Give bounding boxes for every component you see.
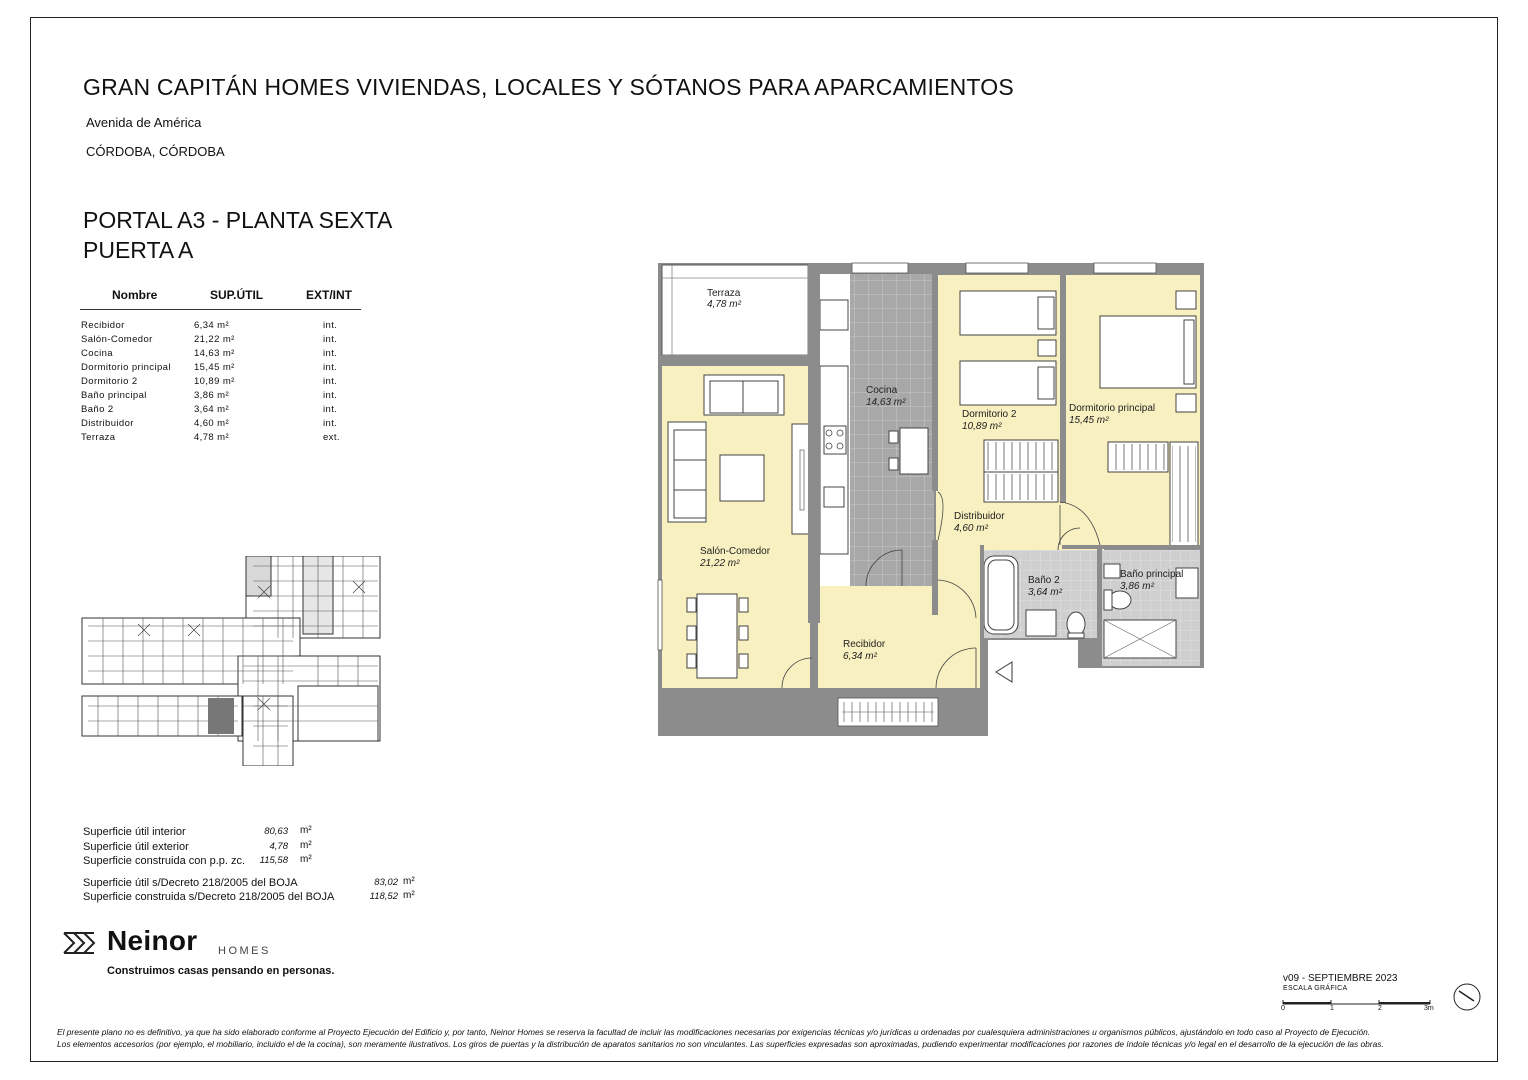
graphic-scale xyxy=(1280,994,1440,1014)
scale-tick-0: 0 xyxy=(1281,1005,1285,1012)
table-cell-name: Dormitorio 2 xyxy=(81,376,138,387)
scale-tick-2: 2 xyxy=(1378,1005,1382,1012)
table-cell-area: 3,86 m² xyxy=(194,390,230,401)
disclaimer xyxy=(57,1027,1487,1050)
summary-unit: m² xyxy=(403,876,415,887)
table-header-rule xyxy=(80,309,361,310)
table-row xyxy=(81,390,361,404)
table-cell-type: int. xyxy=(323,418,338,429)
table-cell-name: Distribuidor xyxy=(81,418,134,429)
area-distribuidor: 4,60 m² xyxy=(954,523,988,534)
summary-unit: m² xyxy=(300,825,312,836)
table-cell-area: 14,63 m² xyxy=(194,348,235,359)
summary-util-interior-label: Superficie útil interior xyxy=(83,826,186,838)
table-cell-name: Baño 2 xyxy=(81,404,114,415)
summary-util-exterior-label: Superficie útil exterior xyxy=(83,841,189,853)
table-row xyxy=(81,362,361,376)
area-terraza: 4,78 m² xyxy=(707,299,741,310)
summary-decreto-constr-value: 118,52 xyxy=(369,891,398,902)
disclaimer-line-2: Los elementos accesorios (por ejemplo, el mobiliario, incluido el de la cocina), son meramente ilustrativos. Los giros de puertas y la distribución de aparatos sanitarios no son vinculantes. Las superficies expresadas son aproximadas, pudiendo experimentar modificaciones por razones de índole técnicas y/o legal en el desarrollo de la ejecución de las obras. xyxy=(57,1038,1384,1049)
table-row xyxy=(81,418,361,432)
table-header-type: EXT/INT xyxy=(306,288,353,302)
summary-unit: m² xyxy=(300,854,312,865)
table-cell-type: ext. xyxy=(323,432,340,443)
area-cocina: 14,63 m² xyxy=(866,397,906,408)
table-row xyxy=(81,348,361,362)
table-cell-name: Recibidor xyxy=(81,320,125,331)
table-cell-area: 15,45 m² xyxy=(194,362,235,373)
scale-tick-3: 3m xyxy=(1424,1005,1434,1012)
area-bano-principal: 3,86 m² xyxy=(1120,581,1154,592)
version-label: v09 - SEPTIEMBRE 2023 xyxy=(1283,973,1398,984)
area-dormitorio-2: 10,89 m² xyxy=(962,421,1002,432)
table-cell-type: int. xyxy=(323,362,338,373)
area-salon-comedor: 21,22 m² xyxy=(700,558,740,569)
label-recibidor: Recibidor xyxy=(843,639,886,650)
table-row xyxy=(81,404,361,418)
table-cell-type: int. xyxy=(323,320,338,331)
scale-tick-1: 1 xyxy=(1330,1005,1334,1012)
table-cell-type: int. xyxy=(323,404,338,415)
table-cell-type: int. xyxy=(323,376,338,387)
table-header-name: Nombre xyxy=(112,288,158,302)
label-bano-2: Baño 2 xyxy=(1028,575,1060,586)
project-title: GRAN CAPITÁN HOMES VIVIENDAS, LOCALES Y SÓTANOS PARA APARCAMIENTOS xyxy=(83,74,1014,100)
table-cell-name: Dormitorio principal xyxy=(81,362,171,373)
brand-suffix: HOMES xyxy=(218,945,271,957)
area-bano-2: 3,64 m² xyxy=(1028,587,1062,598)
label-bano-principal: Baño principal xyxy=(1120,569,1184,580)
table-cell-area: 21,22 m² xyxy=(194,334,235,345)
room-recibidor xyxy=(818,586,980,688)
table-cell-area: 4,60 m² xyxy=(194,418,230,429)
table-row xyxy=(81,376,361,390)
label-dormitorio-principal: Dormitorio principal xyxy=(1069,403,1156,414)
scale-label: ESCALA GRÁFICA xyxy=(1283,985,1348,992)
summary-unit: m² xyxy=(403,890,415,901)
project-address: Avenida de América xyxy=(86,115,202,130)
summary-util-interior-value: 80,63 xyxy=(264,826,288,837)
summary-construida-value: 115,58 xyxy=(259,855,288,866)
table-cell-area: 6,34 m² xyxy=(194,320,230,331)
disclaimer-line-1: El presente plano no es definitivo, ya que ha sido elaborado conforme al Proyecto Ejecución del Edificio y, por tanto, Neinor Homes se reserva la facultad de incluir las modificaciones necesarias por exigencias técnicas y/o jurídicas u ordenadas por cualesquiera administraciones u organismos públicos, ajustándolo en todo caso al Proyecto de Ejecución. xyxy=(57,1027,1371,1037)
table-cell-type: int. xyxy=(323,334,338,345)
project-city: CÓRDOBA, CÓRDOBA xyxy=(86,144,225,159)
table-cell-type: int. xyxy=(323,348,338,359)
table-row xyxy=(81,320,361,334)
north-arrow-icon xyxy=(1450,980,1484,1014)
area-recibidor: 6,34 m² xyxy=(843,651,877,662)
label-dormitorio-2: Dormitorio 2 xyxy=(962,409,1017,420)
table-cell-name: Terraza xyxy=(81,432,116,443)
table-cell-name: Salón-Comedor xyxy=(81,334,153,345)
key-plan xyxy=(78,556,383,766)
table-cell-area: 3,64 m² xyxy=(194,404,230,415)
table-cell-area: 10,89 m² xyxy=(194,376,235,387)
table-cell-type: int. xyxy=(323,390,338,401)
room-terraza xyxy=(662,265,808,355)
key-plan-highlighted-unit xyxy=(208,698,234,734)
floor-plan xyxy=(655,255,1215,745)
summary-decreto-constr-label: Superficie construida s/Decreto 218/2005 del BOJA xyxy=(83,891,335,903)
table-header-area: SUP.ÚTIL xyxy=(210,288,264,302)
neinor-logo-icon xyxy=(62,929,102,957)
table-cell-name: Cocina xyxy=(81,348,113,359)
summary-decreto-util-value: 83,02 xyxy=(374,877,398,888)
label-terraza: Terraza xyxy=(707,288,741,299)
summary-util-exterior-value: 4,78 xyxy=(269,841,288,852)
unit-portal-floor: PORTAL A3 - PLANTA SEXTA xyxy=(83,207,393,233)
label-cocina: Cocina xyxy=(866,385,898,396)
table-cell-name: Baño principal xyxy=(81,390,147,401)
label-distribuidor: Distribuidor xyxy=(954,511,1005,522)
table-cell-area: 4,78 m² xyxy=(194,432,230,443)
brand-slogan: Construimos casas pensando en personas. xyxy=(107,965,335,977)
label-salon-comedor: Salón-Comedor xyxy=(700,546,771,557)
summary-unit: m² xyxy=(300,840,312,851)
brand-name: Neinor xyxy=(107,925,198,956)
unit-door: PUERTA A xyxy=(83,237,194,263)
summary-decreto-util-label: Superficie útil s/Decreto 218/2005 del BOJA xyxy=(83,877,298,889)
table-row xyxy=(81,432,361,446)
summary-construida-label: Superficie construida con p.p. zc. xyxy=(83,855,246,867)
table-row xyxy=(81,334,361,348)
area-dormitorio-principal: 15,45 m² xyxy=(1069,415,1109,426)
